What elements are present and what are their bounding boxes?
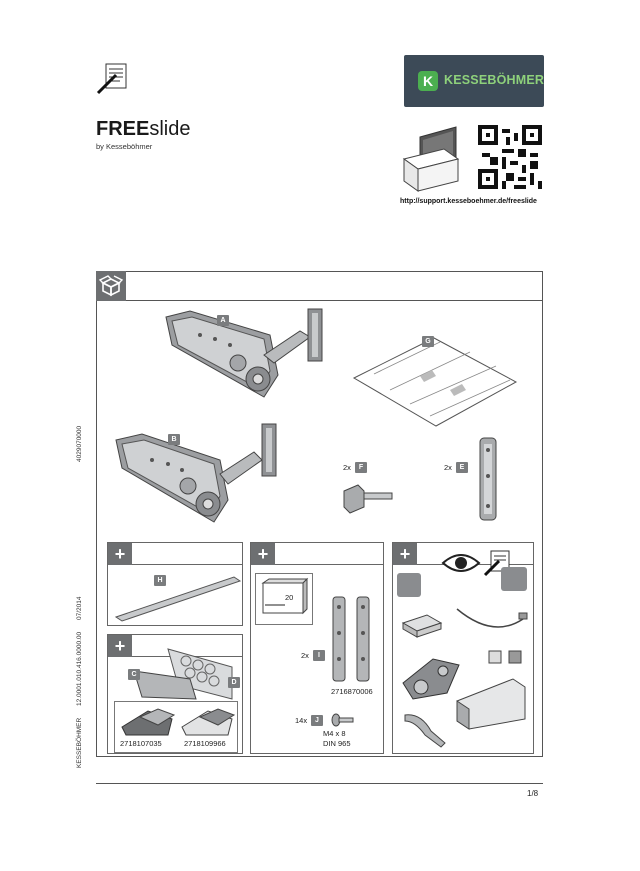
- brand-title: FREEslide: [96, 118, 191, 140]
- rod-h-illustration: [114, 573, 242, 623]
- qr-code-icon[interactable]: [478, 125, 542, 189]
- panel-rod: [107, 542, 243, 626]
- covers-illustration: [128, 645, 238, 705]
- contents-header-bar: [96, 271, 543, 301]
- bracket-i-illustration: [327, 593, 377, 685]
- manual-pen-icon: [96, 62, 128, 96]
- screw-spec-line2: DIN 965: [323, 739, 351, 748]
- drilling-template-illustration: [350, 330, 520, 430]
- panel-electronics: [392, 542, 534, 754]
- screw-spec-line1: M4 x 8: [323, 729, 346, 738]
- eye-icon: [441, 547, 481, 579]
- quantity-f: 2x: [343, 463, 351, 472]
- bracket-e-illustration: [476, 436, 500, 522]
- laptop-box-illustration: [400, 125, 462, 195]
- cover-number-2: 2718109966: [184, 739, 226, 748]
- part-label-a: A: [217, 315, 229, 326]
- key-f-illustration: [340, 475, 400, 515]
- doc-number: 4029070000: [76, 425, 83, 462]
- part-label-e: E: [456, 462, 468, 473]
- logo-text: KESSEBÖHMER: [444, 73, 545, 87]
- company-name: KESSEBÖHMER: [76, 717, 83, 768]
- cable-illustration: [453, 599, 529, 635]
- part-label-i: I: [313, 650, 325, 661]
- cover-number-1: 2718107035: [120, 739, 162, 748]
- cover-variants-illustration: [118, 707, 238, 737]
- clips-illustration: [487, 647, 527, 667]
- kessebohmer-logo: [404, 55, 544, 107]
- drill-size: 20: [285, 593, 294, 602]
- plus-icon: +: [108, 543, 132, 565]
- quantity-i: 2x: [301, 651, 309, 660]
- plus-icon: +: [251, 543, 275, 565]
- logo-mark: K: [418, 71, 438, 91]
- panel-covers: [107, 634, 243, 754]
- part-label-g: G: [422, 336, 434, 347]
- part-label-h: H: [154, 575, 166, 586]
- quantity-j: 14x: [295, 716, 308, 725]
- part-label-c: C: [128, 669, 140, 680]
- doc-date: 07/2014: [76, 596, 83, 620]
- doc-code: 12.0001.010.416.0000.00: [76, 631, 83, 706]
- part-label-f: F: [355, 462, 367, 473]
- part-label-b: B: [168, 434, 180, 445]
- quantity-e: 2x: [444, 463, 452, 472]
- screw-j-illustration: [331, 713, 355, 727]
- panel-brackets: [250, 542, 384, 754]
- touch-module-icon: [501, 567, 527, 591]
- footer-divider: [96, 783, 543, 784]
- mechanism-b-illustration: [112, 420, 287, 528]
- brand-subtitle: by Kesseböhmer: [96, 142, 153, 151]
- plus-icon: +: [108, 635, 132, 657]
- mechanism-a-illustration: [160, 305, 335, 405]
- part-label-d: D: [228, 677, 240, 688]
- part-label-j: J: [311, 715, 323, 726]
- sensor-module-icon: [397, 573, 421, 597]
- drill-depth-illustration: [259, 577, 309, 621]
- bracket-number: 2716870006: [331, 687, 373, 696]
- motor-cover-illustration: [453, 675, 529, 733]
- support-url-link[interactable]: http://support.kesseboehmer.de/freeslide: [400, 198, 537, 205]
- lever-illustration: [401, 709, 451, 749]
- package-contents-icon: [96, 271, 126, 301]
- plus-icon: +: [393, 543, 417, 565]
- page-number: 1/8: [527, 789, 539, 798]
